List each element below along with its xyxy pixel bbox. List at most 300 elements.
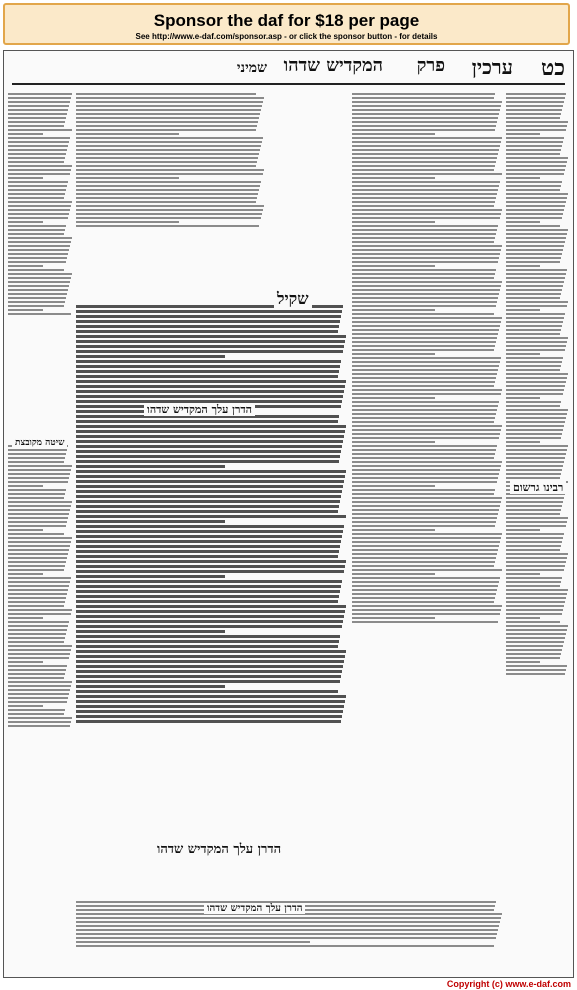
text-line: [506, 177, 540, 179]
text-line: [76, 610, 345, 613]
text-line: [8, 297, 66, 299]
text-line: [352, 573, 435, 575]
text-line: [76, 570, 344, 573]
text-line: [352, 169, 494, 171]
text-line: [76, 937, 496, 939]
text-line: [506, 529, 540, 531]
text-line: [76, 590, 340, 593]
text-line: [352, 317, 502, 319]
text-line: [76, 545, 340, 548]
text-line: [352, 153, 498, 155]
text-line: [352, 309, 435, 311]
text-line: [506, 637, 565, 639]
text-line: [8, 597, 66, 599]
text-line: [506, 525, 566, 527]
text-line: [76, 145, 261, 147]
text-line: [352, 549, 498, 551]
text-line: [8, 681, 72, 683]
text-line: [352, 221, 435, 223]
text-line: [506, 113, 561, 115]
text-line: [76, 675, 341, 678]
text-line: [76, 440, 343, 443]
text-line: [8, 125, 64, 127]
text-line: [506, 605, 564, 607]
text-line: [506, 553, 568, 555]
text-line: [352, 333, 498, 335]
text-line: [352, 217, 500, 219]
text-line: [352, 257, 499, 259]
text-line: [352, 325, 500, 327]
text-line: [8, 261, 66, 263]
tosafot-column: [76, 91, 264, 296]
text-line: [506, 545, 561, 547]
text-line: [352, 321, 501, 323]
text-line: [8, 281, 70, 283]
text-line: [76, 101, 263, 103]
text-line: [506, 165, 566, 167]
text-line: [352, 597, 495, 599]
text-line: [8, 641, 64, 643]
text-line: [506, 97, 565, 99]
text-line: [76, 161, 257, 163]
text-line: [76, 169, 264, 171]
text-line: [8, 533, 64, 535]
text-line: [352, 177, 435, 179]
text-line: [8, 193, 65, 195]
text-line: [8, 165, 72, 167]
text-line: [8, 153, 66, 155]
text-line: [506, 349, 565, 351]
text-line: [352, 485, 435, 487]
text-line: [506, 565, 565, 567]
text-line: [506, 661, 540, 663]
text-line: [8, 477, 69, 479]
text-line: [506, 569, 564, 571]
text-line: [352, 493, 494, 495]
text-line: [506, 193, 568, 195]
text-line: [352, 193, 497, 195]
text-line: [506, 669, 566, 671]
text-line: [506, 353, 540, 355]
text-line: [8, 505, 71, 507]
text-line: [352, 109, 500, 111]
text-line: [506, 541, 562, 543]
text-line: [76, 535, 342, 538]
text-line: [506, 649, 562, 651]
text-line: [352, 121, 497, 123]
chapter-name: המקדיש שדהו: [283, 55, 383, 76]
text-line: [8, 245, 70, 247]
text-line: [8, 605, 64, 607]
text-line: [76, 213, 262, 215]
text-line: [8, 637, 65, 639]
text-line: [352, 117, 498, 119]
text-line: [506, 129, 566, 131]
text-line: [352, 449, 496, 451]
text-line: [8, 709, 65, 711]
text-line: [352, 149, 499, 151]
text-line: [8, 653, 70, 655]
text-line: [352, 401, 499, 403]
text-line: [8, 513, 69, 515]
text-line: [352, 249, 501, 251]
text-line: [8, 713, 64, 715]
text-line: [352, 581, 499, 583]
text-line: [76, 655, 345, 658]
text-line: [8, 661, 43, 663]
text-line: [506, 233, 567, 235]
text-line: [76, 515, 346, 518]
text-line: [8, 229, 65, 231]
text-line: [506, 357, 563, 359]
text-line: [8, 249, 69, 251]
text-line: [76, 660, 344, 663]
text-line: [8, 197, 64, 199]
text-line: [506, 381, 566, 383]
text-line: [76, 680, 340, 683]
text-line: [8, 537, 72, 539]
text-line: [352, 241, 494, 243]
text-line: [506, 229, 568, 231]
text-line: [352, 429, 501, 431]
text-line: [8, 497, 64, 499]
text-line: [76, 465, 225, 468]
text-line: [8, 489, 66, 491]
text-line: [506, 313, 565, 315]
text-line: [506, 169, 565, 171]
text-line: [352, 277, 494, 279]
text-line: [506, 105, 563, 107]
text-line: [76, 710, 343, 713]
text-line: [506, 309, 540, 311]
text-line: [76, 560, 346, 563]
text-line: [352, 373, 497, 375]
text-line: [76, 550, 339, 553]
text-line: [76, 375, 338, 378]
text-line: [506, 401, 561, 403]
text-line: [8, 545, 70, 547]
text-line: [352, 393, 501, 395]
text-line: [506, 209, 564, 211]
text-line: [352, 129, 495, 131]
text-line: [352, 605, 502, 607]
text-line: [76, 665, 343, 668]
text-line: [506, 141, 563, 143]
text-line: [506, 457, 565, 459]
text-line: [506, 161, 567, 163]
text-line: [506, 121, 568, 123]
rashi-column: [352, 91, 502, 891]
text-line: [8, 665, 67, 667]
text-line: [76, 505, 339, 508]
text-line: [76, 205, 264, 207]
text-line: [76, 425, 346, 428]
text-line: [506, 601, 565, 603]
text-line: [352, 133, 435, 135]
text-line: [352, 345, 495, 347]
text-line: [506, 273, 566, 275]
text-line: [76, 380, 346, 383]
text-line: [76, 620, 343, 623]
text-line: [76, 109, 261, 111]
text-line: [506, 425, 564, 427]
text-line: [352, 353, 435, 355]
margin-notes-column: [8, 91, 72, 431]
text-line: [76, 137, 263, 139]
text-line: [8, 721, 71, 723]
text-line: [8, 225, 66, 227]
text-line: [352, 125, 496, 127]
text-line: [8, 237, 72, 239]
text-line: [76, 580, 342, 583]
text-line: [76, 93, 256, 95]
text-line: [506, 473, 561, 475]
text-line: [8, 501, 72, 503]
text-line: [506, 645, 563, 647]
text-line: [352, 537, 501, 539]
sponsor-title[interactable]: Sponsor the daf for $18 per page: [153, 11, 420, 30]
text-line: [352, 409, 497, 411]
text-line: [506, 149, 561, 151]
text-line: [76, 500, 340, 503]
text-line: [506, 117, 560, 119]
text-line: [506, 253, 562, 255]
text-line: [506, 285, 563, 287]
text-line: [76, 133, 179, 135]
text-line: [352, 461, 502, 463]
text-line: [352, 469, 500, 471]
text-line: [8, 573, 43, 575]
chapter-number: שמיני: [236, 60, 267, 76]
text-line: [76, 105, 262, 107]
text-line: [352, 301, 497, 303]
text-line: [506, 513, 560, 515]
text-line: [8, 157, 65, 159]
text-line: [352, 337, 497, 339]
text-line: [506, 573, 540, 575]
text-line: [76, 700, 345, 703]
text-line: [352, 561, 495, 563]
text-line: [76, 921, 500, 923]
text-line: [352, 225, 498, 227]
text-line: [352, 261, 498, 263]
text-line: [76, 355, 225, 358]
text-line: [506, 417, 566, 419]
text-line: [76, 650, 346, 653]
text-line: [8, 201, 72, 203]
text-line: [76, 929, 498, 931]
text-line: [76, 193, 258, 195]
text-line: [506, 593, 567, 595]
text-line: [8, 469, 71, 471]
text-line: [76, 600, 338, 603]
text-line: [506, 281, 564, 283]
text-line: [352, 205, 494, 207]
text-line: [352, 389, 502, 391]
text-line: [352, 545, 499, 547]
text-line: [8, 613, 71, 615]
text-line: [76, 121, 258, 123]
text-line: [506, 369, 560, 371]
text-line: [76, 925, 499, 927]
text-line: [8, 109, 68, 111]
text-line: [506, 453, 566, 455]
text-line: [506, 341, 567, 343]
gemara-start-word: שקיל: [274, 289, 312, 309]
text-line: [352, 233, 496, 235]
text-line: [76, 480, 344, 483]
text-line: [8, 121, 65, 123]
text-line: [8, 117, 66, 119]
text-line: [76, 181, 261, 183]
text-line: [8, 549, 69, 551]
text-line: [352, 281, 502, 283]
text-line: [506, 437, 561, 439]
text-line: [506, 189, 560, 191]
text-line: [506, 237, 566, 239]
text-line: [352, 285, 501, 287]
text-line: [352, 161, 496, 163]
text-line: [8, 97, 71, 99]
text-line: [506, 585, 560, 587]
chapter-end-label: הדרן עלך המקדיש שדהו: [204, 903, 305, 914]
text-line: [8, 593, 67, 595]
text-line: [506, 405, 560, 407]
text-line: [352, 357, 501, 359]
text-line: [352, 385, 494, 387]
text-line: [506, 225, 560, 227]
text-line: [8, 701, 67, 703]
text-line: [8, 561, 66, 563]
text-line: [352, 513, 498, 515]
text-line: [506, 673, 565, 675]
text-line: [8, 93, 72, 95]
text-line: [352, 517, 497, 519]
text-line: [352, 341, 496, 343]
text-line: [506, 533, 564, 535]
text-line: [506, 537, 563, 539]
text-line: [8, 577, 71, 579]
text-line: [506, 269, 567, 271]
text-line: [8, 669, 66, 671]
text-line: [352, 209, 502, 211]
text-line: [8, 257, 67, 259]
text-line: [352, 481, 497, 483]
text-line: [8, 697, 68, 699]
text-line: [76, 715, 342, 718]
text-line: [8, 677, 64, 679]
text-line: [76, 197, 257, 199]
text-line: [76, 315, 341, 318]
text-line: [352, 445, 497, 447]
text-line: [506, 101, 564, 103]
text-line: [352, 425, 502, 427]
text-line: [8, 173, 70, 175]
text-line: [506, 477, 560, 479]
text-line: [8, 253, 68, 255]
tractate-name: ערכין: [471, 55, 513, 79]
text-line: [76, 640, 339, 643]
text-line: [352, 237, 495, 239]
text-line: [506, 181, 562, 183]
text-line: [352, 609, 501, 611]
text-line: [506, 325, 562, 327]
text-line: [8, 189, 66, 191]
text-line: [352, 465, 501, 467]
text-line: [506, 413, 567, 415]
text-line: [76, 125, 257, 127]
text-line: [8, 521, 67, 523]
rabbeinu-gershom-column: [506, 91, 568, 971]
sponsor-subtitle[interactable]: See http://www.e-daf.com/sponsor.asp - or click the sponsor button - for details: [135, 32, 438, 41]
text-line: [506, 337, 568, 339]
text-line: [8, 525, 66, 527]
text-line: [506, 561, 566, 563]
text-line: [76, 635, 340, 638]
text-line: [76, 605, 346, 608]
text-line: [8, 217, 68, 219]
text-line: [8, 649, 71, 651]
text-line: [352, 293, 499, 295]
text-line: [76, 360, 341, 363]
text-line: [8, 289, 68, 291]
text-line: [506, 361, 562, 363]
chapter-word: פרק: [416, 55, 445, 76]
text-line: [352, 421, 494, 423]
text-line: [506, 241, 565, 243]
text-line: [352, 197, 496, 199]
text-line: [76, 350, 343, 353]
text-line: [352, 413, 496, 415]
text-line: [506, 557, 567, 559]
text-line: [506, 257, 561, 259]
text-line: [76, 615, 344, 618]
text-line: [8, 589, 68, 591]
text-line: [352, 589, 497, 591]
text-line: [506, 577, 562, 579]
text-line: [506, 293, 561, 295]
text-line: [76, 685, 225, 688]
copyright-link[interactable]: Copyright (c) www.e-daf.com: [446, 979, 571, 989]
text-line: [352, 405, 498, 407]
text-line: [352, 553, 497, 555]
text-line: [76, 165, 256, 167]
text-line: [352, 181, 500, 183]
text-line: [352, 477, 498, 479]
text-line: [76, 340, 345, 343]
text-line: [8, 265, 43, 267]
text-line: [8, 141, 69, 143]
text-line: [506, 261, 560, 263]
text-line: [506, 373, 568, 375]
text-line: [76, 945, 494, 947]
text-line: [8, 517, 68, 519]
text-line: [506, 249, 563, 251]
text-line: [352, 361, 500, 363]
text-line: [76, 129, 256, 131]
text-line: [506, 185, 561, 187]
text-line: [76, 149, 260, 151]
text-line: [506, 137, 564, 139]
text-line: [352, 593, 496, 595]
text-line: [352, 289, 500, 291]
text-line: [506, 205, 565, 207]
sponsor-banner[interactable]: [3, 3, 570, 45]
text-line: [76, 209, 263, 211]
text-line: [506, 305, 567, 307]
text-line: [8, 169, 71, 171]
text-line: [8, 493, 65, 495]
